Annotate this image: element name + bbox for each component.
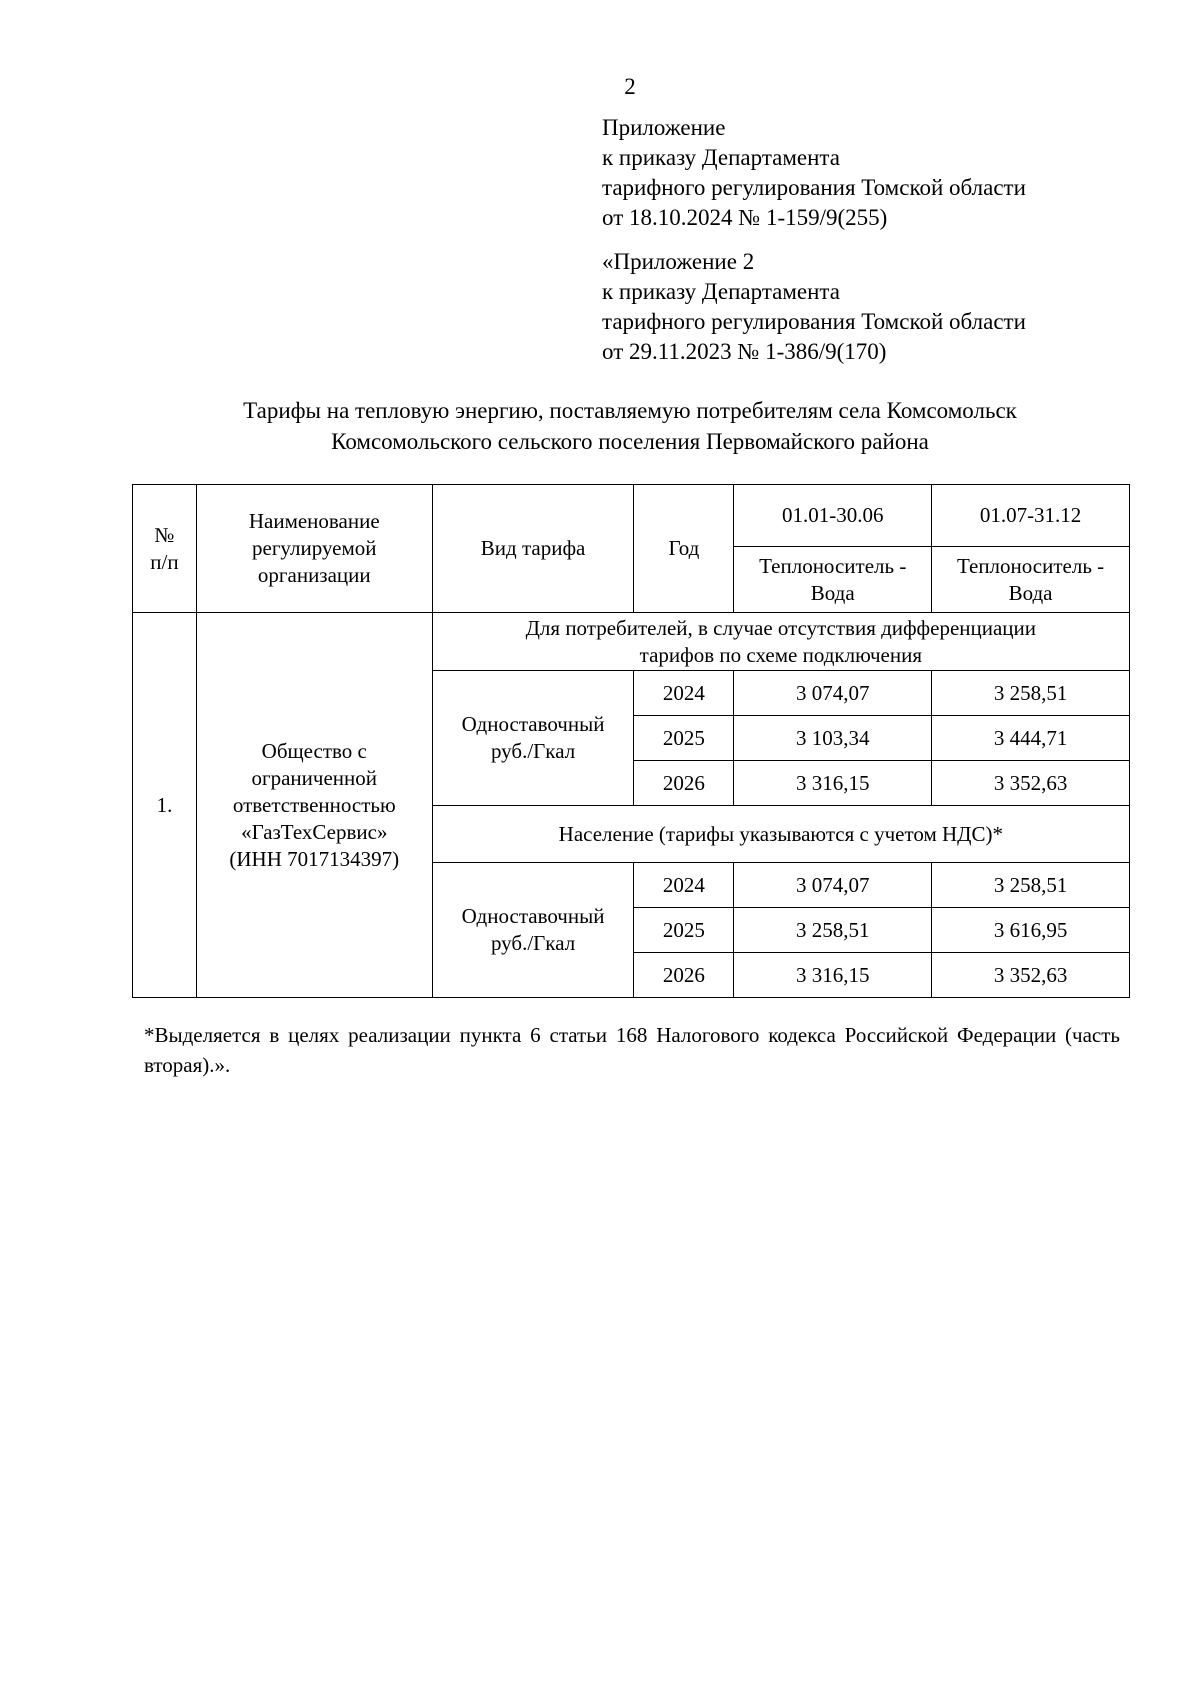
section-label: Население (тарифы указываются с учетом НДС)* [432, 806, 1129, 863]
title-line: Комсомольского сельского поселения Первомайского района [331, 429, 929, 454]
header-carrier-1: Теплоноситель - Вода [734, 547, 932, 613]
value-cell: 3 258,51 [932, 863, 1130, 908]
appendix-line: тарифного регулирования Томской области [602, 175, 1026, 200]
document-title [130, 395, 1130, 457]
header-organization: Наименование регулируемой организации [196, 485, 432, 613]
appendix-line: к приказу Департамента [602, 145, 840, 170]
value-cell: 3 258,51 [734, 908, 932, 953]
value-cell: 3 444,71 [932, 716, 1130, 761]
tariff-type-cell: Одноставочный руб./Гкал [432, 863, 634, 998]
tariff-type-cell: Одноставочный руб./Гкал [432, 671, 634, 806]
footnote: *Выделяется в целях реализации пункта 6 статьи 168 Налогового кодекса Российской Федерации (часть вторая).». [144, 1023, 1120, 1077]
appendix-line: от 18.10.2024 № 1-159/9(255) [602, 205, 888, 230]
appendix-original-order [602, 247, 1026, 367]
page-number: 2 [624, 74, 636, 99]
header-carrier-2: Теплоноситель - Вода [932, 547, 1130, 613]
header-tariff-type: Вид тарифа [432, 485, 634, 613]
organization-name: Общество с ограниченной ответственностью «ГазТехСервис» (ИНН 7017134397) [196, 613, 432, 998]
appendix-line: Приложение [602, 115, 726, 140]
header-year: Год [634, 485, 734, 613]
year-cell: 2024 [634, 863, 734, 908]
header-period-1: 01.01-30.06 [734, 485, 932, 547]
year-cell: 2024 [634, 671, 734, 716]
appendix-line: от 29.11.2023 № 1-386/9(170) [602, 339, 887, 364]
value-cell: 3 074,07 [734, 863, 932, 908]
appendix-current-order [602, 113, 1026, 233]
row-number: 1. [133, 613, 197, 998]
year-cell: 2025 [634, 716, 734, 761]
year-cell: 2026 [634, 761, 734, 806]
value-cell: 3 316,15 [734, 761, 932, 806]
year-cell: 2026 [634, 953, 734, 998]
value-cell: 3 103,34 [734, 716, 932, 761]
section-label: Для потребителей, в случае отсутствия дифференциации тарифов по схеме подключения [432, 613, 1129, 671]
value-cell: 3 616,95 [932, 908, 1130, 953]
title-line: Тарифы на тепловую энергию, поставляемую потребителям села Комсомольск [243, 398, 1017, 423]
value-cell: 3 258,51 [932, 671, 1130, 716]
value-cell: 3 352,63 [932, 953, 1130, 998]
value-cell: 3 316,15 [734, 953, 932, 998]
appendix-line: к приказу Департамента [602, 279, 840, 304]
header-period-2: 01.07-31.12 [932, 485, 1130, 547]
tariff-table [132, 484, 1130, 998]
value-cell: 3 352,63 [932, 761, 1130, 806]
year-cell: 2025 [634, 908, 734, 953]
appendix-line: «Приложение 2 [602, 249, 755, 274]
header-num: № п/п [133, 485, 197, 613]
appendix-line: тарифного регулирования Томской области [602, 309, 1026, 334]
value-cell: 3 074,07 [734, 671, 932, 716]
